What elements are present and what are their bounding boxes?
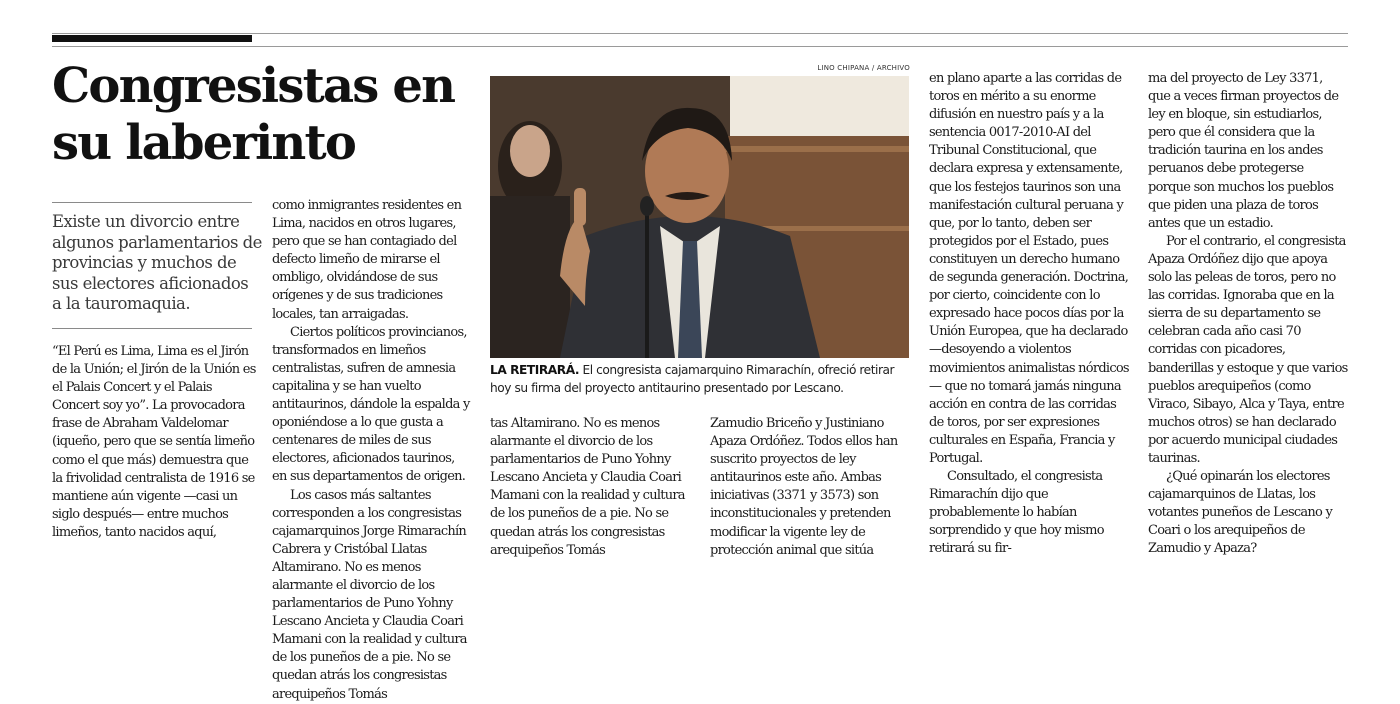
congressman-photo-illustration bbox=[490, 76, 909, 358]
article-column-2 bbox=[272, 197, 472, 702]
article-column-1 bbox=[52, 343, 258, 542]
section-accent-bar bbox=[52, 35, 252, 42]
column-3-text: tas Altamirano. No es menos alarmante el divorcio de los parlamentarios de Puno Yohny Lescano Ancieta y Claudia Coari Mamani con la realidad y cultura de los puneños de a pie. No se quedan atrás los congresistas arequipeños Tomás bbox=[490, 416, 685, 558]
top-rule-lower bbox=[52, 46, 1348, 47]
article-column-5 bbox=[929, 70, 1131, 559]
headline: Congresistas en su laberinto bbox=[52, 58, 455, 171]
photo-caption bbox=[490, 361, 915, 397]
caption-text: El congresista cajamarquino Rimarachín, ofreció retirar hoy su firma del proyecto antitaurino presentado por Lescano. bbox=[490, 363, 895, 395]
column-5-paragraph-2: Consultado, el congresista Rimarachín dijo que probablemente lo habían sorprendido y que hoy mismo retirará su fir- bbox=[929, 469, 1104, 557]
article-photo bbox=[490, 76, 909, 358]
column-2-paragraph-3: Los casos más saltantes corresponden a los congresistas cajamarquinos Jorge Rimarachín Cabrera y Cristóbal Llatas Altamirano. No es menos alarmante el divorcio de los parlamentarios de Puno Yohny Lescano Ancieta y Claudia Coari Mamani con la realidad y cultura de los puneños de a pie. No se quedan atrás los congresistas arequipeños Tomás bbox=[272, 487, 467, 702]
column-2-paragraph-2: Ciertos políticos provincianos, transformados en limeños centralistas, sufren de amnesia capitalina y se han vuelto antitaurinos, dándole la espalda y oponiéndose a lo que gusta a centenares de miles de sus electores, aficionados taurinos, en sus departamentos de origen. bbox=[272, 324, 470, 485]
article-column-6 bbox=[1148, 70, 1348, 559]
article-column-3 bbox=[490, 415, 695, 560]
column-1-text: “El Perú es Lima, Lima es el Jirón de la Unión; el Jirón de la Unión es el Palais Concert y el Palais Concert soy yo”. La provocadora frase de Abraham Valdelomar (iqueño, pero que se sentía limeño como el que más) demuestra que la frivolidad centralista de 1916 se mantiene aún vigente —casi un siglo después— entre muchos limeños, tanto nacidos aquí, bbox=[52, 344, 256, 540]
column-6-paragraph-1: ma del proyecto de Ley 3371, que a veces firman proyectos de ley en bloque, sin estudiarlos, pero que él considera que la tradición taurina en los andes peruanos debe protegerse porque son muchos los pueblos que piden una plaza de toros antes que un estadio. bbox=[1148, 71, 1339, 231]
column-4-text: Zamudio Briceño y Justiniano Apaza Ordóñez. Todos ellos han suscrito proyectos de ley antitaurinos este año. Ambas iniciativas (3371 y 3573) son inconstitucionales y pretenden modificar la vigente ley de protección animal que sitúa bbox=[710, 416, 898, 558]
article-column-4 bbox=[710, 415, 915, 560]
deck: Existe un divorcio entre algunos parlamentarios de provincias y muchos de sus electores aficionados a la tauromaquia. bbox=[52, 212, 262, 313]
column-5-paragraph-1: en plano aparte a las corridas de toros en mérito a su enorme difusión en nuestro país y a la sentencia 0017-2010-AI del Tribunal Constitucional, que declara expresa y extensamente, que los festejos taurinos son una manifestación cultural peruana y que, por lo tanto, deben ser protegidos por el Estado, pues constituyen un derecho humano de segunda generación. Doctrina, por cierto, coincidente con lo expresado hace pocos días por la Unión Europea, que ha declarado —desoyendo a violentos movimientos animalistas nórdicos— que no tomará jamás ninguna acción en contra de las corridas de toros, por ser expresiones culturales en España, Francia y Portugal. bbox=[929, 71, 1129, 466]
column-6-paragraph-3: ¿Qué opinarán los electores cajamarquinos de Llatas, los votantes puneños de Lescano y Coari o los arequipeños de Zamudio y Apaza? bbox=[1148, 469, 1333, 557]
deck-rule-top bbox=[52, 202, 252, 203]
column-2-paragraph-1: como inmigrantes residentes en Lima, nacidos en otros lugares, pero que se han contagiado del defecto limeño de mirarse el ombligo, olvidándose de sus orígenes y de sus tradiciones locales, tan arraigadas. bbox=[272, 198, 462, 322]
photo-credit: LINO CHIPANA / ARCHIVO bbox=[817, 64, 910, 72]
caption-lead: LA RETIRARÁ. bbox=[490, 363, 580, 377]
deck-rule-bottom bbox=[52, 328, 252, 329]
column-6-paragraph-2: Por el contrario, el congresista Apaza Ordóñez dijo que apoya solo las peleas de toros, pero no las corridas. Ignoraba que en la sierra de su departamento se celebran cada año casi 70 corridas con picadores, banderillas y estoque y que varios pueblos arequipeños (como Viraco, Sibayo, Alca y Taya, entre muchos otros) se han declarado por acuerdo municipal ciudades taurinas. bbox=[1148, 233, 1348, 466]
top-rule bbox=[52, 33, 1348, 34]
